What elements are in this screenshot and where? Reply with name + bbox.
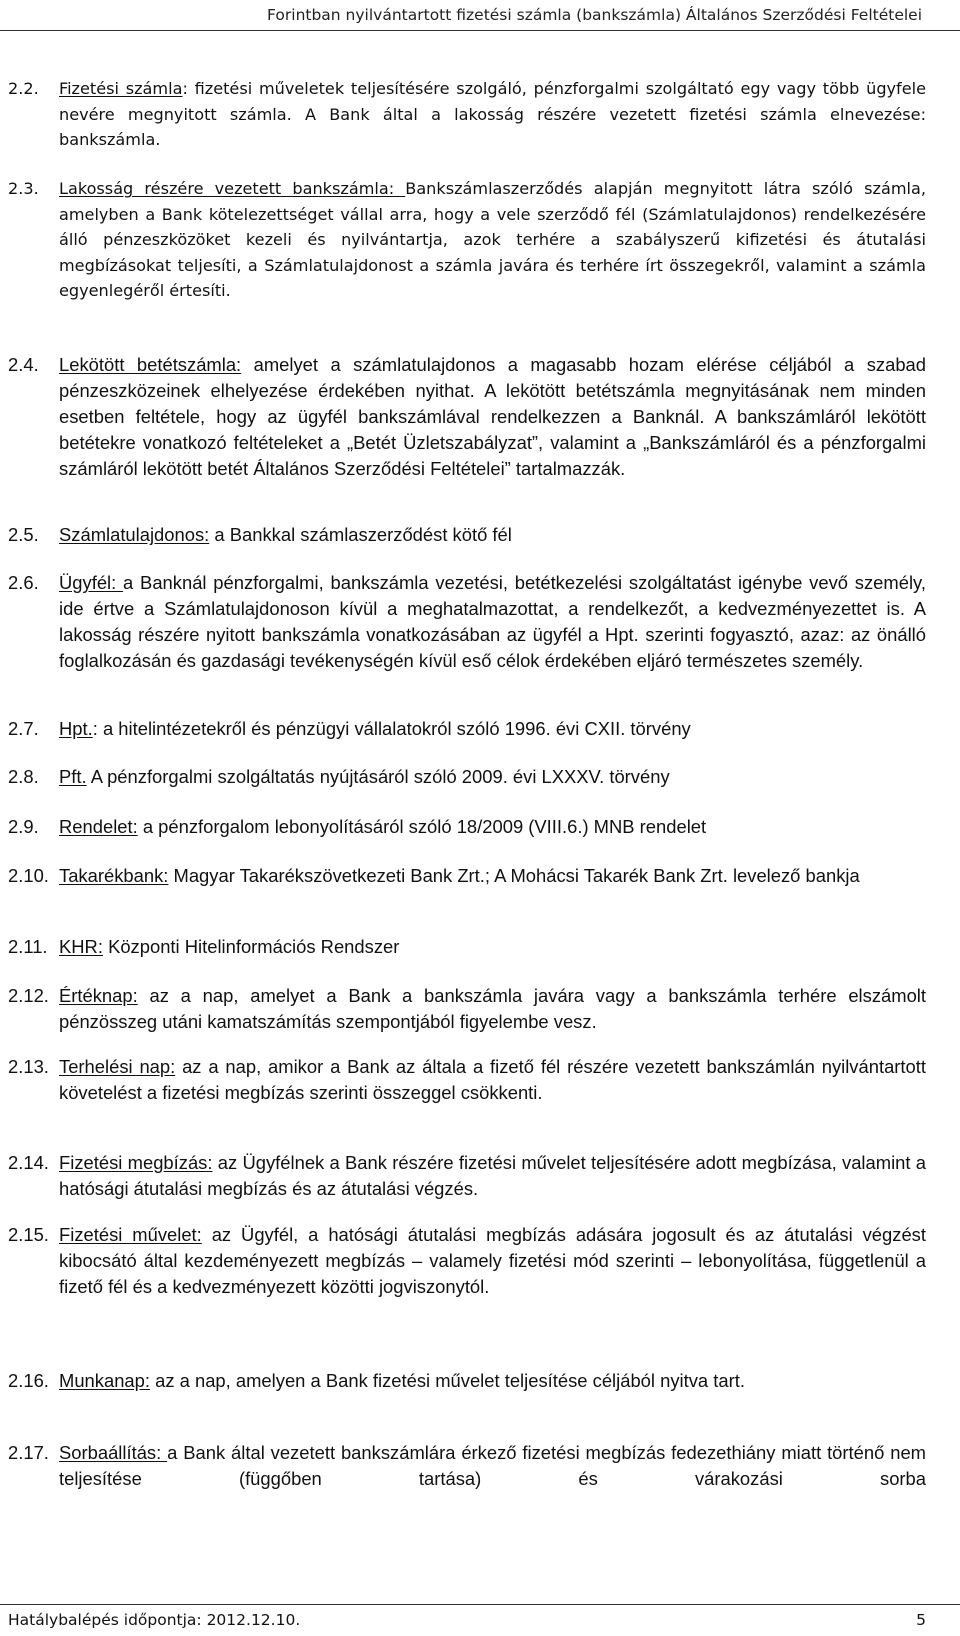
term: Munkanap:: [59, 1370, 150, 1391]
definition-text: A pénzforgalmi szolgáltatás nyújtásáról szóló 2009. évi LXXXV. törvény: [86, 766, 670, 787]
definition-text: Bankszámlaszerződés alapján megnyitott látra szóló számla, amelyben a Bank kötelezettséget vállal arra, hogy a vele szerződő fél (Számlatulajdonos) rendelkezésére álló pénzeszközöket kezeli és nyilvántartja, azok terhére a szabályszerű kifizetési és átutalási megbízásokat teljesíti, a Számlatulajdonost a számla javára és terhére írt összegekről, valamint a számla egyenlegéről értesíti.: [59, 179, 926, 301]
definition-2-13: [8, 1054, 926, 1106]
definition-2-8: [8, 764, 926, 790]
definition-2-16: [8, 1368, 926, 1394]
item-number: 2.3.: [8, 179, 39, 198]
term: Fizetési számla: [59, 79, 183, 98]
definition-2-14: [8, 1150, 926, 1202]
term: Takarékbank:: [59, 865, 169, 886]
page-number: 5: [916, 1611, 926, 1629]
term: Ügyfél:: [59, 572, 124, 593]
definition-2-4: [8, 352, 926, 482]
item-number: 2.11.: [8, 936, 48, 957]
term: Értéknap:: [59, 985, 138, 1006]
item-number: 2.2.: [8, 79, 39, 98]
item-number: 2.7.: [8, 718, 39, 739]
term: Rendelet:: [59, 816, 138, 837]
definition-2-17: [8, 1440, 926, 1492]
term: Hpt.: [59, 718, 93, 739]
item-number: 2.4.: [8, 354, 39, 375]
definition-2-2: [8, 76, 926, 153]
item-number: 2.13.: [8, 1056, 49, 1077]
definition-2-15: [8, 1222, 926, 1300]
definition-2-12: [8, 983, 926, 1035]
definition-text: a Banknál pénzforgalmi, bankszámla vezetési, betétkezelési szolgáltatást igénybe vevő személy, ide értve a Számlatulajdonoson kívül a meghatalmazottat, a rendelkezőt, a kedvezményezettet is. A lakosság részére nyitott bankszámla vonatkozásában az ügyfél a Hpt. szerinti fogyasztó, azaz: az önálló foglalkozásán és gazdasági tevékenységén kívül eső célok érdekében eljáró természetes személy.: [59, 572, 926, 671]
item-number: 2.15.: [8, 1224, 49, 1245]
definition-2-9: [8, 814, 926, 840]
definition-text: az Ügyfélnek a Bank részére fizetési művelet teljesítésére adott megbízása, valamint a hatósági átutalási megbízás és az átutalási végzés.: [59, 1152, 926, 1199]
term: KHR:: [59, 936, 103, 957]
term: Számlatulajdonos:: [59, 524, 210, 545]
term: Fizetési művelet:: [59, 1224, 202, 1245]
item-number: 2.9.: [8, 816, 39, 837]
definition-text: az Ügyfél, a hatósági átutalási megbízás adására jogosult és az átutalási végzést kibocsátó által kezdeményezett megbízás – valamely fizetési mód szerinti – lebonyolítása, függetlenül a fizető fél és a kedvezményezett közötti jogviszonytól.: [59, 1224, 926, 1297]
definition-text: a Bank által vezetett bankszámlára érkező fizetési megbízás fedezethiány miatt történő nem teljesítése (függőben tartása) és várakozási sorba: [59, 1442, 926, 1489]
term: Terhelési nap:: [59, 1056, 176, 1077]
item-number: 2.8.: [8, 766, 39, 787]
definition-2-6: [8, 570, 926, 674]
footer-rule: [0, 1604, 960, 1605]
item-number: 2.5.: [8, 524, 39, 545]
term: Lakosság részére vezetett bankszámla:: [59, 179, 406, 198]
definition-2-3: [8, 176, 926, 304]
definition-2-10: [8, 863, 926, 889]
item-number: 2.16.: [8, 1370, 49, 1391]
definition-2-5: [8, 522, 926, 548]
definition-text: : a hitelintézetekről és pénzügyi vállalatokról szóló 1996. évi CXII. törvény: [92, 718, 691, 739]
definition-text: amelyet a számlatulajdonos a magasabb hozam elérése céljából a szabad pénzeszközeinek elhelyezése érdekében nyithat. A lekötött betétszámla megnyitásának nem minden esetben feltétele, hogy az ügyfél bankszámlával rendelkezzen a Banknál. A bankszámláról lekötött betétekre vonatkozó feltételeket a „Betét Üzletszabályzat”, valamint a „Bankszámláról és a pénzforgalmi számláról lekötött betét Általános Szerződési Feltételei” tartalmazzák.: [59, 354, 927, 479]
item-number: 2.17.: [8, 1442, 49, 1463]
term: Lekötött betétszámla:: [59, 354, 242, 375]
definition-text: az a nap, amelyen a Bank fizetési művelet teljesítése céljából nyitva tart.: [150, 1370, 745, 1391]
term-separator: :: [182, 79, 188, 98]
definition-text: az a nap, amelyet a Bank a bankszámla javára vagy a bankszámla terhére elszámolt pénzösszeg utáni kamatszámítás szempontjából figyelembe vesz.: [59, 985, 926, 1032]
term: Sorbaállítás:: [59, 1442, 168, 1463]
item-number: 2.12.: [8, 985, 49, 1006]
item-number: 2.14.: [8, 1152, 49, 1173]
definition-text: Magyar Takarékszövetkezeti Bank Zrt.; A Mohácsi Takarék Bank Zrt. levelező bankja: [168, 865, 860, 886]
term: Pft.: [59, 766, 87, 787]
header-rule: [0, 30, 960, 31]
definition-2-7: [8, 716, 926, 742]
definition-text: a pénzforgalom lebonyolításáról szóló 18/2009 (VIII.6.) MNB rendelet: [137, 816, 707, 837]
item-number: 2.10.: [8, 865, 49, 886]
definition-text: az a nap, amikor a Bank az általa a fizető fél részére vezetett bankszámlán nyilvántartott követelést a fizetési megbízás szerinti összeggel csökkenti.: [59, 1056, 926, 1103]
definition-2-11: [8, 934, 926, 960]
definition-text: Központi Hitelinformációs Rendszer: [102, 936, 400, 957]
definition-text: fizetési műveletek teljesítésére szolgáló, pénzforgalmi szolgáltató egy vagy több ügyfele nevére megnyitott számla. A Bank által a lakosság részére vezetett fizetési számla elnevezése: bankszámla.: [59, 79, 926, 150]
term: Fizetési megbízás:: [59, 1152, 213, 1173]
definition-text: a Bankkal számlaszerződést kötő fél: [209, 524, 512, 545]
page-header: Forintban nyilvántartott fizetési számla (bankszámla) Általános Szerződési Feltételei: [267, 6, 922, 24]
effective-date: Hatálybalépés időpontja: 2012.12.10.: [8, 1611, 301, 1629]
item-number: 2.6.: [8, 572, 39, 593]
